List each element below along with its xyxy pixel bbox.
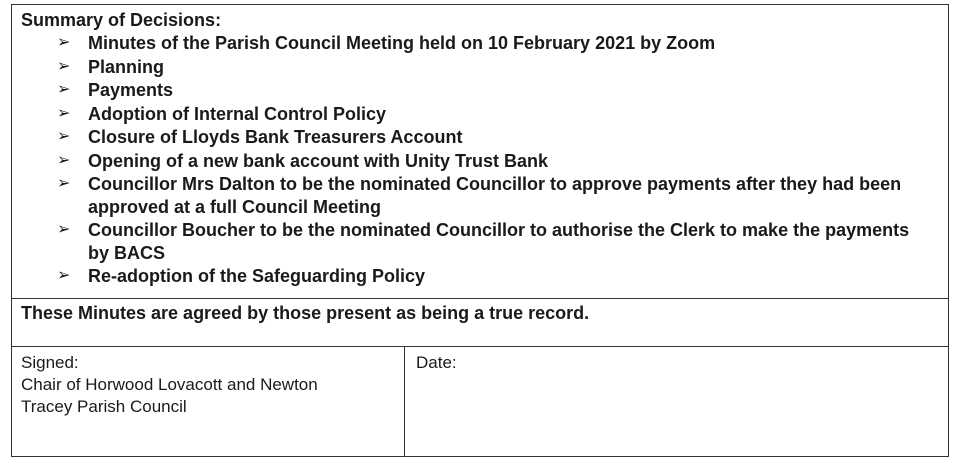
signature-section <box>12 347 948 456</box>
arrow-right-bullet-icon: ➢ <box>57 221 71 238</box>
signed-cell <box>12 347 405 456</box>
signed-role-line-1: Chair of Horwood Lovacott and Newton <box>21 375 318 394</box>
decision-item <box>12 79 948 102</box>
decision-text: Planning <box>88 56 164 77</box>
decision-item <box>12 150 948 173</box>
decision-item <box>12 103 948 126</box>
agreement-section <box>12 299 948 347</box>
signed-role-line-2: Tracey Parish Council <box>21 397 187 416</box>
signed-label: Signed: <box>21 353 79 372</box>
agreement-statement: These Minutes are agreed by those present as being a true record. <box>21 303 590 323</box>
decision-text: Councillor Boucher to be the nominated Councillor to authorise the Clerk to make the payments by BACS <box>88 220 910 263</box>
arrow-right-bullet-icon: ➢ <box>57 128 71 145</box>
decision-list <box>12 32 948 289</box>
date-label: Date: <box>416 353 457 372</box>
decision-text: Re-adoption of the Safeguarding Policy <box>88 266 426 286</box>
arrow-right-bullet-icon: ➢ <box>57 104 71 122</box>
decision-item <box>12 32 948 55</box>
decision-text: Payments <box>88 80 174 100</box>
signed-block <box>21 352 318 418</box>
decision-item <box>12 265 948 288</box>
arrow-right-bullet-icon: ➢ <box>57 175 71 192</box>
summary-of-decisions-section <box>12 5 948 299</box>
arrow-right-bullet-icon: ➢ <box>57 57 71 75</box>
decision-item <box>12 173 948 218</box>
decision-item <box>12 56 948 79</box>
arrow-right-bullet-icon: ➢ <box>57 81 71 98</box>
minutes-summary-table <box>11 4 949 457</box>
decision-text: Closure of Lloyds Bank Treasurers Account <box>88 127 463 147</box>
arrow-right-bullet-icon: ➢ <box>57 267 71 284</box>
decision-text: Councillor Mrs Dalton to be the nominated Councillor to approve payments after they had been approved at a full Council Meeting <box>88 174 902 217</box>
arrow-right-bullet-icon: ➢ <box>57 151 71 169</box>
decision-item <box>12 219 948 264</box>
arrow-right-bullet-icon: ➢ <box>57 34 71 51</box>
decision-text: Adoption of Internal Control Policy <box>88 103 386 124</box>
decision-item <box>12 126 948 149</box>
decision-text: Opening of a new bank account with Unity Trust Bank <box>88 150 549 171</box>
decision-text: Minutes of the Parish Council Meeting held on 10 February 2021 by Zoom <box>88 33 716 53</box>
summary-heading: Summary of Decisions: <box>21 10 222 30</box>
date-cell <box>405 347 948 456</box>
